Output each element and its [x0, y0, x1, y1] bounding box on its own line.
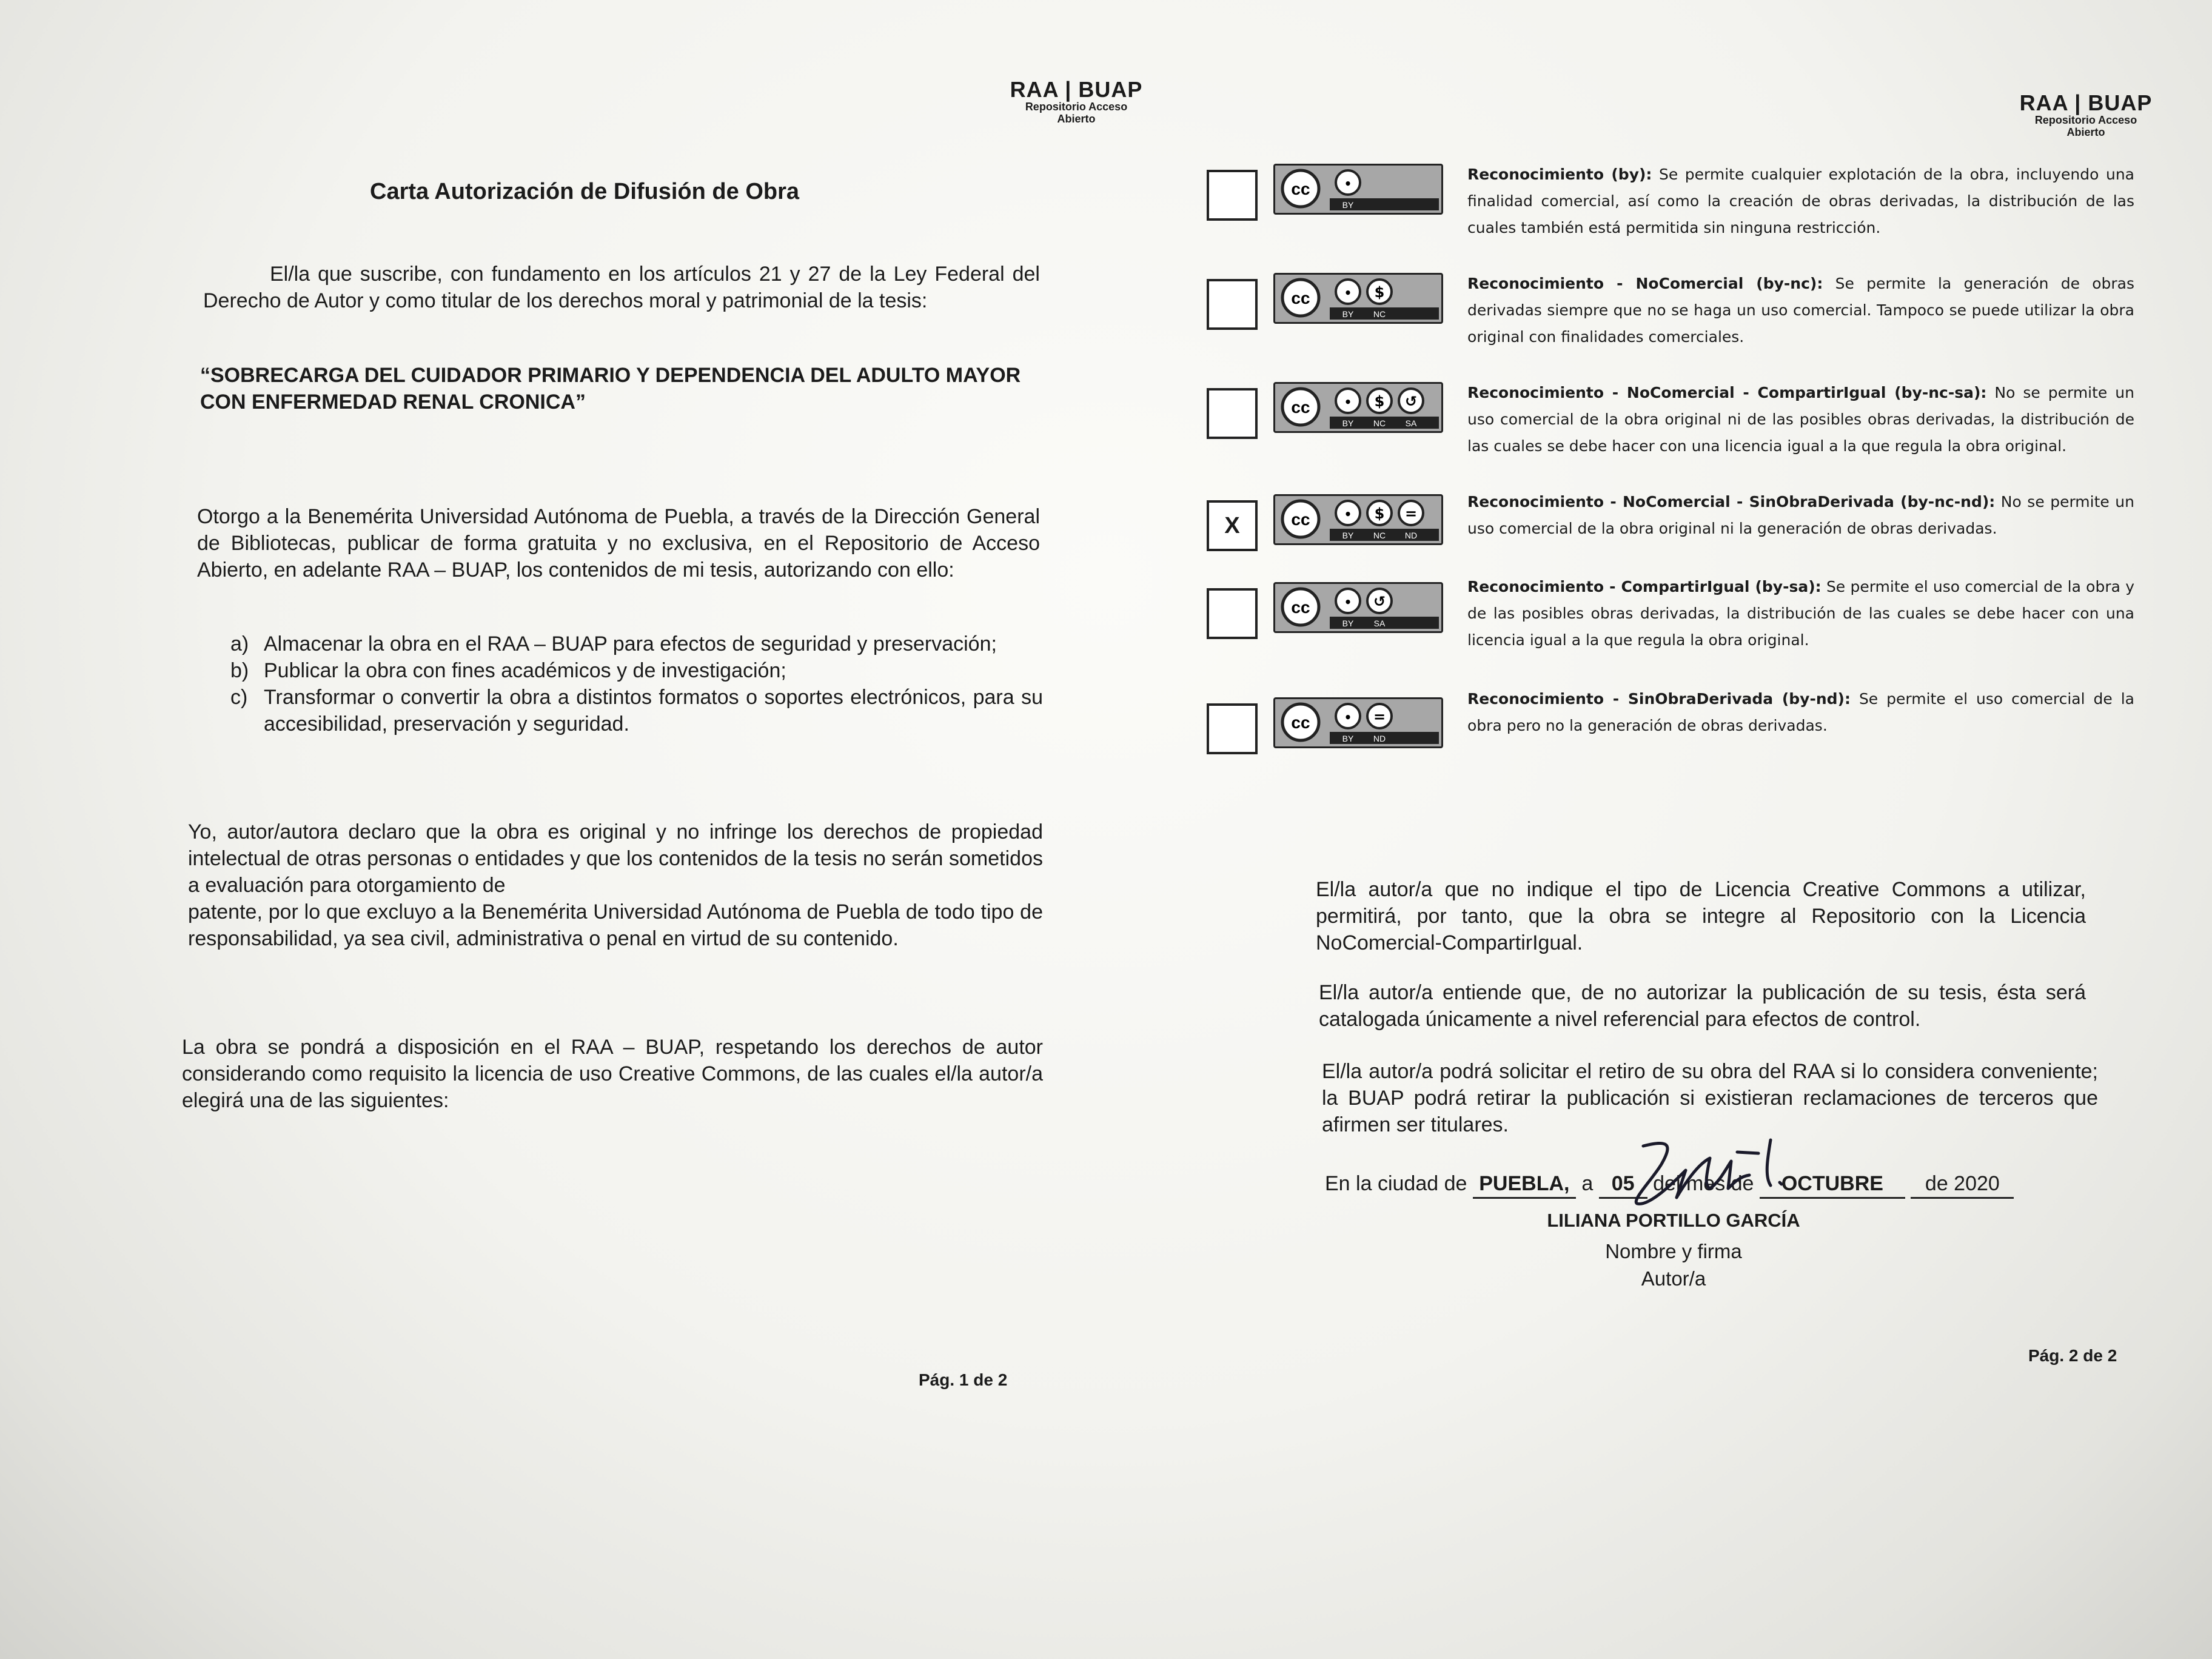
cc-license-badge — [1273, 382, 1443, 433]
license-name: Reconocimiento - NoComercial - CompartirIgual (by-nc-sa): — [1467, 384, 1987, 401]
list-item: b) Publicar la obra con fines académicos y de investigación; — [230, 659, 786, 682]
raa-buap-logo: RAA | BUAP Repositorio Acceso Abierto — [2019, 90, 2153, 138]
cc-license-badge — [1273, 273, 1443, 324]
license-checkbox[interactable] — [1207, 279, 1258, 330]
list-item: a) Almacenar la obra en el RAA – BUAP para efectos de seguridad y preservación; — [230, 632, 997, 655]
cc-license-badge — [1273, 582, 1443, 633]
svg-text:↺: ↺ — [1373, 593, 1386, 610]
svg-text:↺: ↺ — [1404, 393, 1418, 410]
license-description: Reconocimiento - CompartirIgual (by-sa): Se permite el uso comercial de la obra y de las posibles obras derivadas, la distribución de las cuales se debe hacer con una licencia igual a la que regula la obra original. — [1467, 578, 2134, 649]
license-checkbox[interactable] — [1207, 703, 1258, 754]
signer-name: LILIANA PORTILLO GARCÍA — [1547, 1210, 1800, 1231]
badge-term-label: SA — [1405, 418, 1417, 428]
svg-text:$: $ — [1374, 393, 1385, 410]
svg-text:•: • — [1344, 710, 1352, 725]
withdrawal-note: El/la autor/a podrá solicitar el retiro de su obra del RAA si lo considera conveniente; la BUAP podrá retirar la publicación si existieran reclamaciones de terceros que afirmen ser titulares. — [1322, 1060, 2098, 1136]
license-name: Reconocimiento - SinObraDerivada (by-nd): — [1467, 690, 1851, 708]
license-checkbox[interactable] — [1207, 388, 1258, 439]
handwritten-signature — [1619, 1128, 1813, 1219]
license-checkbox[interactable] — [1207, 588, 1258, 639]
cc-license-badge — [1273, 494, 1443, 545]
signature-caption: Nombre y firma — [1605, 1240, 1742, 1262]
license-checkbox[interactable] — [1207, 170, 1258, 221]
badge-term-label: NC — [1373, 531, 1386, 540]
license-name: Reconocimiento - NoComercial (by-nc): — [1467, 275, 1823, 292]
place-and-date: En la ciudad de PUEBLA, a 05 del mes de OCTUBRE de 2020 — [1325, 1170, 2113, 1199]
license-checkbox[interactable]: X — [1207, 500, 1258, 551]
authorization-list — [230, 631, 1043, 737]
badge-term-label: BY — [1342, 734, 1354, 743]
svg-text:cc: cc — [1291, 179, 1310, 198]
page-2 — [1207, 61, 2153, 1613]
svg-text:cc: cc — [1291, 398, 1310, 417]
svg-text:=: = — [1404, 505, 1418, 522]
svg-text:cc: cc — [1291, 289, 1310, 307]
month-field: OCTUBRE — [1760, 1170, 1905, 1199]
city-field: PUEBLA, — [1473, 1170, 1576, 1199]
svg-text:=: = — [1373, 708, 1386, 725]
badge-term-label: NC — [1373, 418, 1386, 428]
thesis-title: “SOBRECARGA DEL CUIDADOR PRIMARIO Y DEPENDENCIA DEL ADULTO MAYOR CON ENFERMEDAD RENAL CRONICA” — [200, 364, 1021, 414]
svg-text:•: • — [1344, 595, 1352, 609]
license-description: Reconocimiento - NoComercial - SinObraDerivada (by-nc-nd): No se permite un uso comercial de la obra original ni la generación de obras derivadas. — [1467, 493, 2134, 537]
svg-text:cc: cc — [1291, 510, 1310, 529]
license-name: Reconocimiento - CompartirIgual (by-sa): — [1467, 578, 1822, 595]
badge-term-label: BY — [1342, 418, 1354, 428]
license-description: Reconocimiento - NoComercial (by-nc): Se permite la generación de obras derivadas siempre que no se haga un uso comercial. Tampoco se puede utilizar la obra original con finalidades comerciales. — [1467, 275, 2135, 346]
badge-term-label: BY — [1342, 200, 1354, 210]
badge-term-label: BY — [1342, 531, 1354, 540]
badge-term-label: ND — [1373, 734, 1386, 743]
default-license-note: El/la autor/a que no indique el tipo de Licencia Creative Commons a utilizar, permitirá, por tanto, que la obra se integre al Repositorio con la Licencia NoComercial-CompartirIgual. — [1316, 878, 2086, 954]
svg-text:•: • — [1344, 176, 1352, 191]
license-name: Reconocimiento - NoComercial - SinObraDerivada (by-nc-nd): — [1467, 493, 1996, 511]
no-authorization-note: El/la autor/a entiende que, de no autorizar la publicación de su tesis, ésta será catalogada únicamente a nivel referencial para efectos de control. — [1319, 981, 2086, 1031]
svg-text:•: • — [1344, 395, 1352, 409]
intro-paragraph: El/la que suscribe, con fundamento en los artículos 21 y 27 de la Ley Federal del Derecho de Autor y como titular de los derechos moral y patrimonial de la tesis: — [203, 263, 1040, 312]
license-description: Reconocimiento - SinObraDerivada (by-nd): Se permite el uso comercial de la obra pero no la generación de obras derivadas. — [1467, 690, 2134, 734]
license-description: Reconocimiento (by): Se permite cualquier explotación de la obra, incluyendo una finalidad comercial, así como la creación de obras derivadas, la distribución de las cuales también está permitida sin ninguna restricción. — [1467, 166, 2134, 236]
availability-paragraph: La obra se pondrá a disposición en el RAA – BUAP, respetando los derechos de autor considerando como requisito la licencia de uso Creative Commons, de las cuales el/la autor/a elegirá una de las siguientes: — [182, 1036, 1043, 1112]
cc-license-badge — [1273, 164, 1443, 215]
day-field: 05 — [1599, 1170, 1647, 1199]
svg-text:cc: cc — [1291, 713, 1310, 732]
page-number: Pág. 2 de 2 — [2028, 1346, 2117, 1365]
list-item: c) Transformar o convertir la obra a distintos formatos o soportes electrónicos, para su accesibilidad, preservación y seguridad. — [230, 686, 1043, 736]
license-name: Reconocimiento (by): — [1467, 166, 1652, 183]
svg-text:$: $ — [1374, 505, 1385, 522]
grant-paragraph: Otorgo a la Benemérita Universidad Autónoma de Puebla, a través de la Dirección General de Bibliotecas, publicar de forma gratuita y no exclusiva, en el Repositorio de Acceso Abierto, en adelante RAA – BUAP, los contenidos de mi tesis, autorizando con ello: — [197, 505, 1040, 581]
raa-buap-logo: RAA | BUAP Repositorio Acceso Abierto — [1010, 77, 1143, 125]
badge-term-label: BY — [1342, 309, 1354, 319]
cc-license-badge — [1273, 697, 1443, 748]
badge-term-label: BY — [1342, 618, 1354, 628]
badge-term-label: SA — [1373, 618, 1386, 628]
badge-term-label: ND — [1404, 531, 1418, 540]
page-1 — [152, 61, 1143, 1613]
document-title: Carta Autorización de Difusión de Obra — [370, 179, 800, 204]
svg-text:•: • — [1344, 286, 1352, 300]
svg-text:$: $ — [1374, 284, 1385, 301]
svg-text:•: • — [1344, 507, 1352, 521]
author-role: Autor/a — [1641, 1267, 1706, 1290]
page-number: Pág. 1 de 2 — [919, 1370, 1008, 1389]
svg-text:cc: cc — [1291, 598, 1310, 617]
license-description: Reconocimiento - NoComercial - CompartirIgual (by-nc-sa): No se permite un uso comercial de la obra original ni de las posibles obras derivadas, la distribución de las cuales se debe hacer con una licencia igual a la que regula la obra original. — [1467, 384, 2134, 455]
originality-declaration: Yo, autor/autora declaro que la obra es original y no infringe los derechos de propiedad intelectual de otras personas o entidades y que los contenidos de la tesis no serán sometidos a evaluación para otorgamiento de patente, por lo que excluyo a la Benemérita Universidad Autónoma de Puebla de todo tipo de responsabilidad, ya sea civil, administrativa o penal en virtud de su contenido. — [188, 820, 1043, 950]
badge-term-label: NC — [1373, 309, 1386, 319]
